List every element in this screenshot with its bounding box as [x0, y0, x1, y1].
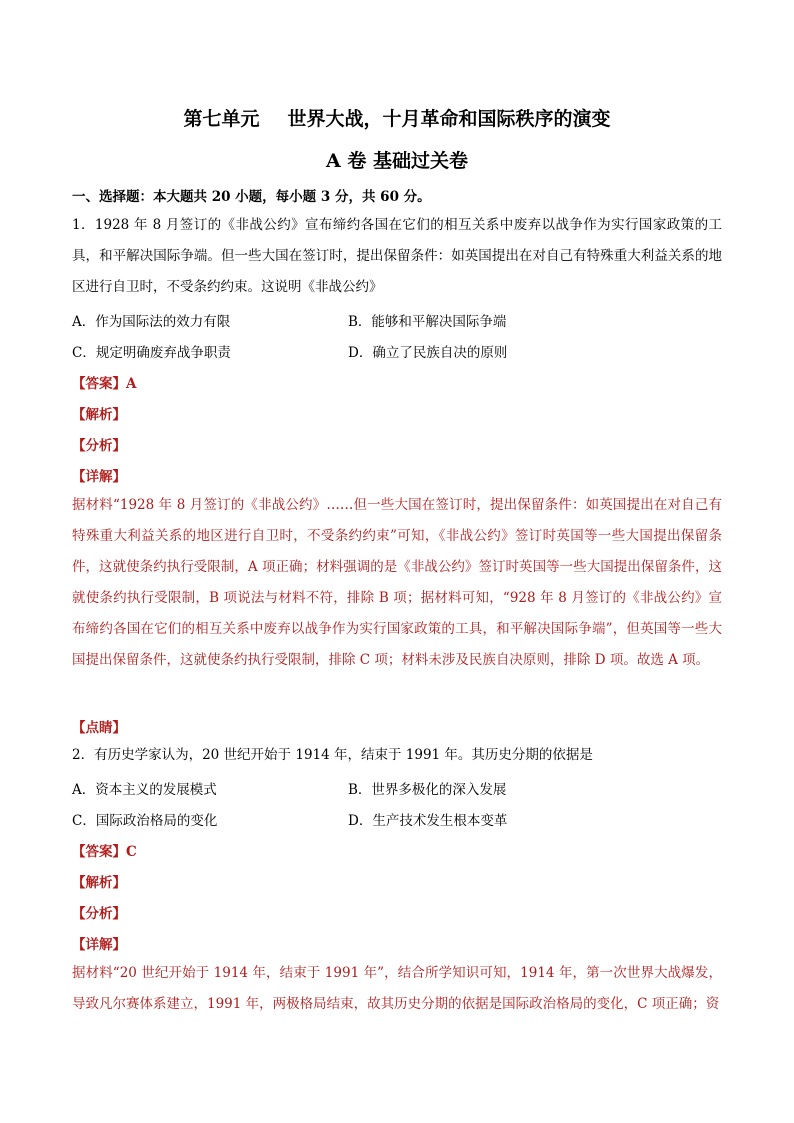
section-heading: 一、选择题：本大题共 20 小题，每小题 3 分，共 60 分。 [72, 189, 431, 205]
q2-fenxi: 【分析】 [72, 906, 126, 922]
page-title [0, 104, 794, 131]
question-1-options-row-2 [72, 341, 722, 361]
q1-option-d: D．确立了民族自决的原则 [348, 345, 508, 361]
q1-option-c: C．规定明确废弃战争职责 [72, 345, 231, 361]
q2-option-a: A．资本主义的发展模式 [72, 782, 217, 798]
question-2-options-row-2 [72, 809, 722, 829]
question-1-stem: 1．1928 年 8 月签订的《非战公约》宣布缔约各国在它们的相互关系中废弃以战争作为实行国家政策的工具，和平解决国际争端。但一些大国在签订时，提出保留条件：如英国提出在对自己有特殊重大利益关系的地区进行自卫时，不受条约约束。这说明《非战公约》 [72, 217, 722, 295]
question-2-stem: 2．有历史学家认为，20 世纪开始于 1914 年，结束于 1991 年。其历史分期的依据是 [72, 747, 593, 763]
q2-answer: 【答案】C [72, 844, 137, 860]
q2-xiangjie: 【详解】 [72, 937, 126, 953]
q1-detail: 据材料“1928 年 8 月签订的《非战公约》……但一些大国在签订时，提出保留条件：如英国提出在对自己有特殊重大利益关系的地区进行自卫时，不受条约约束”可知，《非战公约》签订时英国等一些大国提出保留条件，这就使条约执行受限制，A 项正确；材料强调的是《非战公约》签订时英国等一些大国提出保留条件，这就使条约执行受限制，B 项说法与材料不符，排除 B 项；据材料可知，“928 年 8 月签订的《非战公约》宣布缔约各国在它们的相互关系中废弃以战争作为实行国家政策的工具，和平解决国际争端”，但英国等一些大国提出保留条件，这就使条约执行受限制，排除 C 项；材料未涉及民族自决原则，排除 D 项。故选 A 项。 [72, 497, 722, 668]
page-subtitle: A 卷 基础过关卷 [326, 150, 468, 172]
question-1-options-row-1 [72, 310, 722, 330]
unit-label: 第七单元 [183, 108, 260, 130]
q2-jiexi: 【解析】 [72, 875, 126, 891]
q1-option-a: A．作为国际法的效力有限 [72, 314, 231, 330]
q1-option-b: B．能够和平解决国际争端 [348, 314, 507, 330]
q2-option-b: B．世界多极化的深入发展 [348, 782, 507, 798]
q1-fenxi: 【分析】 [72, 438, 126, 454]
q2-detail: 据材料“20 世纪开始于 1914 年，结束于 1991 年”，结合所学知识可知，1914 年，第一次世界大战爆发，导致凡尔赛体系建立，1991 年，两极格局结束，故其历史分期的依据是国际政治格局的变化，C 项正确；资 [72, 965, 722, 1012]
question-2-options-row-1 [72, 778, 722, 798]
q1-dianjing: 【点睛】 [72, 720, 126, 736]
q1-xiangjie: 【详解】 [72, 469, 126, 485]
q2-option-c: C．国际政治格局的变化 [72, 813, 218, 829]
q2-option-d: D．生产技术发生根本变革 [348, 813, 508, 829]
q1-jiexi: 【解析】 [72, 407, 126, 423]
q1-answer: 【答案】A [72, 376, 137, 392]
unit-title: 世界大战，十月革命和国际秩序的演变 [287, 108, 611, 130]
